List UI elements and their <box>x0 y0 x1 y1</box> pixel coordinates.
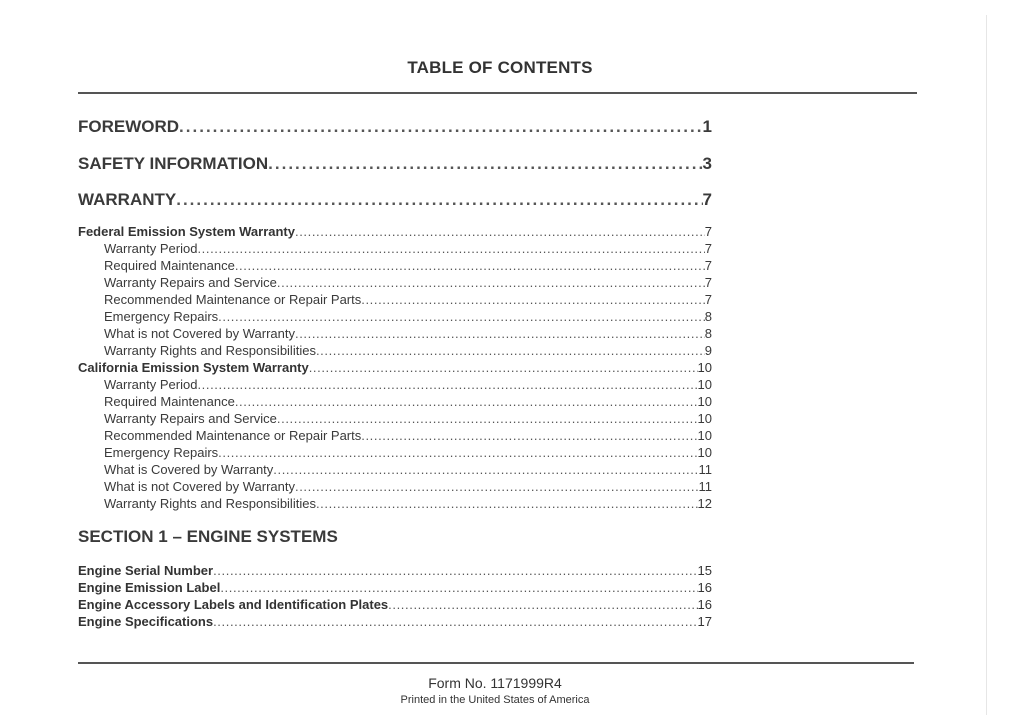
dot-leader <box>309 360 698 375</box>
entry-label: Warranty Rights and Responsibilities <box>104 343 316 358</box>
dot-leader <box>197 377 697 392</box>
toc-item-federal-rights-responsibilities[interactable] <box>104 343 712 358</box>
entry-label: Emergency Repairs <box>104 309 219 324</box>
dot-leader <box>213 563 697 578</box>
entry-label: Warranty Repairs and Service <box>104 275 277 290</box>
dot-leader <box>273 462 698 477</box>
dot-leader <box>197 241 704 256</box>
entry-label: Required Maintenance <box>104 258 235 273</box>
toc-item-california-warranty-period[interactable] <box>104 377 712 392</box>
dot-leader <box>235 258 705 273</box>
toc-item-california-covered[interactable] <box>104 462 712 477</box>
toc-entry-california-emission-warranty[interactable] <box>78 360 712 375</box>
entry-page: 7 <box>704 275 712 290</box>
entry-label: What is not Covered by Warranty <box>104 326 295 341</box>
toc-entry-engine-accessory-labels[interactable] <box>78 597 712 612</box>
entry-page: 16 <box>697 597 712 612</box>
entry-page: 7 <box>704 258 712 273</box>
entry-page: 10 <box>697 394 712 409</box>
entry-label: Warranty Period <box>104 241 198 256</box>
entry-label: Engine Emission Label <box>78 580 221 595</box>
toc-item-california-repairs-service[interactable] <box>104 411 712 426</box>
dot-leader <box>176 190 702 210</box>
dot-leader <box>316 496 698 511</box>
entry-label: Required Maintenance <box>104 394 235 409</box>
dot-leader <box>277 411 698 426</box>
entry-page: 11 <box>698 479 712 494</box>
entry-page: 1 <box>702 117 712 136</box>
dot-leader <box>361 428 697 443</box>
dot-leader <box>277 275 705 290</box>
printed-notice: Printed in the United States of America <box>400 694 590 706</box>
toc-entry-warranty[interactable] <box>78 190 712 210</box>
header-divider <box>78 92 917 94</box>
entry-label: FOREWORD <box>78 117 180 136</box>
dot-leader <box>295 224 705 239</box>
dot-leader <box>361 292 705 307</box>
toc-item-federal-repairs-service[interactable] <box>104 275 712 290</box>
entry-page: 15 <box>697 563 712 578</box>
toc-item-california-required-maintenance[interactable] <box>104 394 712 409</box>
entry-label: Emergency Repairs <box>104 445 219 460</box>
dot-leader <box>295 326 705 341</box>
page-title: TABLE OF CONTENTS <box>407 58 593 77</box>
entry-page: 7 <box>704 241 712 256</box>
entry-page: 10 <box>697 445 712 460</box>
toc-item-federal-required-maintenance[interactable] <box>104 258 712 273</box>
dot-leader <box>220 580 697 595</box>
toc-item-federal-not-covered[interactable] <box>104 326 712 341</box>
toc-item-california-recommended-parts[interactable] <box>104 428 712 443</box>
entry-page: 17 <box>697 614 712 629</box>
toc-item-california-not-covered[interactable] <box>104 479 712 494</box>
entry-label: Engine Serial Number <box>78 563 214 578</box>
entry-label: Recommended Maintenance or Repair Parts <box>104 428 362 443</box>
toc-entry-foreword[interactable] <box>78 117 712 137</box>
entry-page: 10 <box>697 428 712 443</box>
entry-label: Engine Accessory Labels and Identification Plates <box>78 597 389 612</box>
toc-item-california-emergency-repairs[interactable] <box>104 445 712 460</box>
page-edge-line <box>986 15 987 715</box>
entry-page: 10 <box>697 377 712 392</box>
entry-label: SAFETY INFORMATION <box>78 154 269 173</box>
entry-page: 7 <box>704 292 712 307</box>
entry-label: Federal Emission System Warranty <box>78 224 295 239</box>
dot-leader <box>218 309 705 324</box>
dot-leader <box>235 394 698 409</box>
form-number: Form No. 1171999R4 <box>428 675 562 691</box>
entry-page: 8 <box>704 326 712 341</box>
dot-leader <box>268 154 702 174</box>
dot-leader <box>316 343 705 358</box>
entry-page: 7 <box>702 190 712 209</box>
entry-page: 3 <box>702 154 712 173</box>
entry-page: 11 <box>698 462 712 477</box>
entry-page: 8 <box>704 309 712 324</box>
footer-divider <box>78 662 914 664</box>
entry-page: 16 <box>697 580 712 595</box>
entry-label: What is Covered by Warranty <box>104 462 274 477</box>
toc-entry-federal-emission-warranty[interactable] <box>78 224 712 239</box>
dot-leader <box>213 614 697 629</box>
entry-page: 7 <box>704 224 712 239</box>
toc-item-federal-warranty-period[interactable] <box>104 241 712 256</box>
entry-label: What is not Covered by Warranty <box>104 479 295 494</box>
toc-entry-engine-serial-number[interactable] <box>78 563 712 578</box>
toc-item-federal-emergency-repairs[interactable] <box>104 309 712 324</box>
entry-label: Warranty Repairs and Service <box>104 411 277 426</box>
entry-label: Engine Specifications <box>78 614 214 629</box>
dot-leader <box>179 117 702 137</box>
entry-label: Warranty Rights and Responsibilities <box>104 496 316 511</box>
entry-page: 10 <box>697 360 712 375</box>
entry-label: WARRANTY <box>78 190 177 209</box>
dot-leader <box>295 479 699 494</box>
toc-entry-safety-information[interactable] <box>78 154 712 174</box>
entry-page: 9 <box>704 343 712 358</box>
toc-entry-engine-specifications[interactable] <box>78 614 712 629</box>
dot-leader <box>388 597 697 612</box>
toc-item-california-rights-responsibilities[interactable] <box>104 496 712 511</box>
entry-label: Warranty Period <box>104 377 198 392</box>
entry-label: California Emission System Warranty <box>78 360 309 375</box>
toc-item-federal-recommended-parts[interactable] <box>104 292 712 307</box>
toc-entry-engine-emission-label[interactable] <box>78 580 712 595</box>
entry-page: 12 <box>697 496 712 511</box>
dot-leader <box>218 445 697 460</box>
entry-label: Recommended Maintenance or Repair Parts <box>104 292 362 307</box>
entry-page: 10 <box>697 411 712 426</box>
section-heading-engine-systems: SECTION 1 – ENGINE SYSTEMS <box>78 527 338 546</box>
